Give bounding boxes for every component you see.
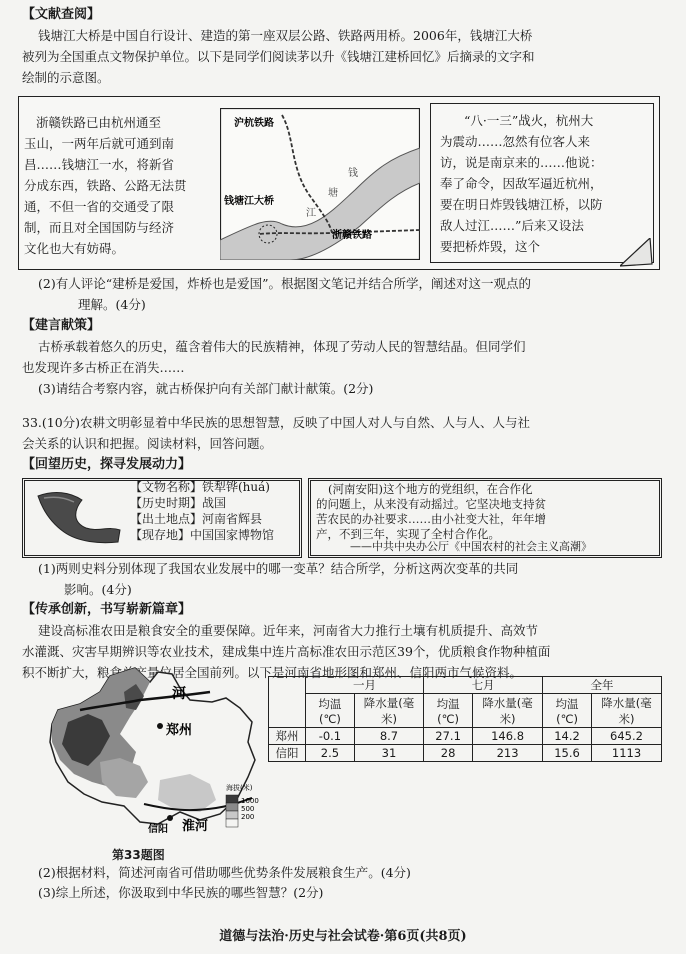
artifact-name: 【文物名称】铁犁铧(huá): [130, 480, 270, 494]
value-cell: 213: [473, 745, 543, 762]
q33-1-line1: (1)两则史料分别体现了我国农业发展中的哪一变革？结合所学，分析这两次变革的共同: [38, 561, 519, 576]
river-char: 钱: [348, 168, 358, 179]
climate-table: [268, 676, 662, 762]
river-char: 江: [306, 208, 316, 219]
q33-3: (3)综上所述，你汲取到中华民族的哪些智慧？(2分): [38, 885, 324, 900]
legend-title: 海拔(米): [226, 784, 253, 792]
question-3: (3)请结合考察内容，就古桥保护向有关部门献计献策。(2分): [38, 381, 374, 396]
plowshare-image: [34, 486, 124, 546]
sub-header: 降水量(毫米): [473, 694, 543, 728]
value-cell: 28: [424, 745, 473, 762]
label-huhang: 沪杭铁路: [234, 118, 274, 129]
legend-value: 200: [241, 813, 255, 821]
note-right-line: 要把桥炸毁，这个: [440, 239, 541, 254]
quote-line: (河南安阳)这个地方的党组织，在合作化: [328, 482, 533, 496]
value-cell: 15.6: [543, 745, 592, 762]
note-right-line: 要在明日炸毁钱塘江桥，以防: [440, 197, 603, 212]
quote-source: ——中共中央办公厅《中国农村的社会主义高潮》: [350, 540, 592, 553]
label-bridge: 钱塘江大桥: [224, 196, 274, 207]
q33-1-line2: 影响。(4分): [64, 582, 132, 597]
note-left-line: 制，而且对全国国防与经济: [24, 220, 175, 235]
note-left-line: 分成东西，铁路、公路无法贯: [24, 178, 187, 193]
river-char: 塘: [328, 188, 338, 199]
note-left-line: 文化也大有妨碍。: [24, 241, 125, 256]
paragraph-line: 绘制的示意图。: [22, 70, 110, 85]
sub-header: 均温(℃): [543, 694, 592, 728]
value-cell: 31: [354, 745, 423, 762]
q33-2: (2)根据材料，简述河南省可借助哪些优势条件发展粮食生产。(4分): [38, 865, 411, 880]
section-header-huiwang: 【回望历史，探寻发展动力】: [22, 457, 192, 472]
note-left-line: 浙赣铁路已由杭州通至: [36, 115, 162, 130]
paragraph-line: 积不断扩大，粮食总产量位居全国前列。以下是河南省地形图和郑州、信阳两市气候资料。: [22, 665, 523, 680]
q33-line1: 33.(10分)农耕文明彰显着中华民族的思想智慧，反映了中国人对人与自然、人与人、人与社: [22, 415, 531, 430]
table-row: [269, 745, 662, 762]
quote-line: 产，不到三年，实现了全村合作化。: [316, 527, 500, 541]
legend-value: 1000: [241, 797, 259, 805]
question-2-line1: (2)有人评论“建桥是爱国，炸桥也是爱国”。根据图文笔记并结合所学，阐述对这一观点的: [38, 276, 531, 291]
value-cell: 1113: [592, 745, 662, 762]
question-2-line2: 理解。(4分): [78, 297, 146, 312]
table-row: [269, 728, 662, 745]
paragraph-line: 也发现许多古桥正在消失……: [22, 360, 185, 375]
label-zhegan: 浙赣铁路: [332, 230, 372, 241]
note-left-line: 昌……钱塘江一水，将新省: [24, 157, 175, 172]
quote-line: 的问题上，从来没有动摇过。它坚决地支持贫: [316, 497, 546, 511]
city-cell: 信阳: [269, 745, 306, 762]
note-right-line: “八·一三”战火，杭州大: [464, 113, 594, 128]
note-right-line: 访，说是南京来的……他说：: [440, 155, 603, 170]
q33-line2: 会关系的认识和把握。阅读材料，回答问题。: [22, 436, 273, 451]
label-zhengzhou: 郑州: [166, 723, 193, 738]
section-header-wenxian: 【文献查阅】: [22, 7, 101, 22]
page-footer: 道德与法治·历史与社会试卷·第6页(共8页): [219, 929, 467, 944]
sub-header: 降水量(毫米): [354, 694, 423, 728]
quote-line: 苦农民的办社要求……由小社变大社，年年增: [316, 512, 546, 526]
legend-value: 500: [241, 805, 255, 813]
group-header: 七月: [424, 677, 543, 694]
section-header-chuancheng: 【传承创新，书写崭新篇章】: [22, 602, 192, 617]
note-right-line: 为震动……忽然有位客人来: [440, 134, 591, 149]
label-yellow-river: 河: [172, 686, 186, 702]
city-cell: 郑州: [269, 728, 306, 745]
value-cell: 8.7: [354, 728, 423, 745]
artifact-site: 【出土地点】河南省辉县: [130, 512, 263, 526]
paragraph-line: 古桥承载着悠久的历史，蕴含着伟大的民族精神，体现了劳动人民的智慧结晶。但同学们: [38, 339, 526, 354]
group-header: 全年: [543, 677, 662, 694]
figure-caption: 第33题图: [112, 848, 165, 862]
qiantang-map: [220, 108, 420, 260]
sub-header: 均温(℃): [306, 694, 355, 728]
value-cell: 2.5: [306, 745, 355, 762]
section-header-jianyan: 【建言献策】: [22, 318, 101, 333]
paragraph-line: 水灌溉、灾害早期辨识等农业技术，建成集中连片高标准农田示范区39个，优质粮食作物种植面: [22, 644, 551, 659]
value-cell: 14.2: [543, 728, 592, 745]
value-cell: 146.8: [473, 728, 543, 745]
note-right-line: 敌人过江……”后来又设法: [440, 218, 584, 233]
paragraph-line: 钱塘江大桥是中国自行设计、建造的第一座双层公路、铁路两用桥。2006年，钱塘江大桥: [38, 28, 533, 43]
group-header: 一月: [306, 677, 424, 694]
note-right-line: 奉了命令，因敌军逼近杭州，: [440, 176, 603, 191]
sub-header: 降水量(毫米): [592, 694, 662, 728]
label-huaihe: 淮河: [182, 819, 209, 834]
folded-corner-icon: [620, 238, 658, 268]
note-left-line: 通，不但一省的交通受了限: [24, 199, 175, 214]
label-xinyang: 信阳: [148, 824, 168, 835]
artifact-period: 【历史时期】战国: [130, 496, 227, 510]
paragraph-line: 被列为全国重点文物保护单位。以下是同学们阅读茅以升《钱塘江建桥回忆》后摘录的文字和: [22, 49, 535, 64]
note-left-line: 玉山，一两年后就可通到南: [24, 136, 175, 151]
value-cell: 27.1: [424, 728, 473, 745]
sub-header: 均温(℃): [424, 694, 473, 728]
paragraph-line: 建设高标准农田是粮食安全的重要保障。近年来，河南省大力推行土壤有机质提升、高效节: [38, 623, 539, 638]
value-cell: 645.2: [592, 728, 662, 745]
artifact-holder: 【现存地】中国国家博物馆: [130, 528, 275, 542]
value-cell: -0.1: [306, 728, 355, 745]
henan-terrain-map: [40, 662, 272, 852]
